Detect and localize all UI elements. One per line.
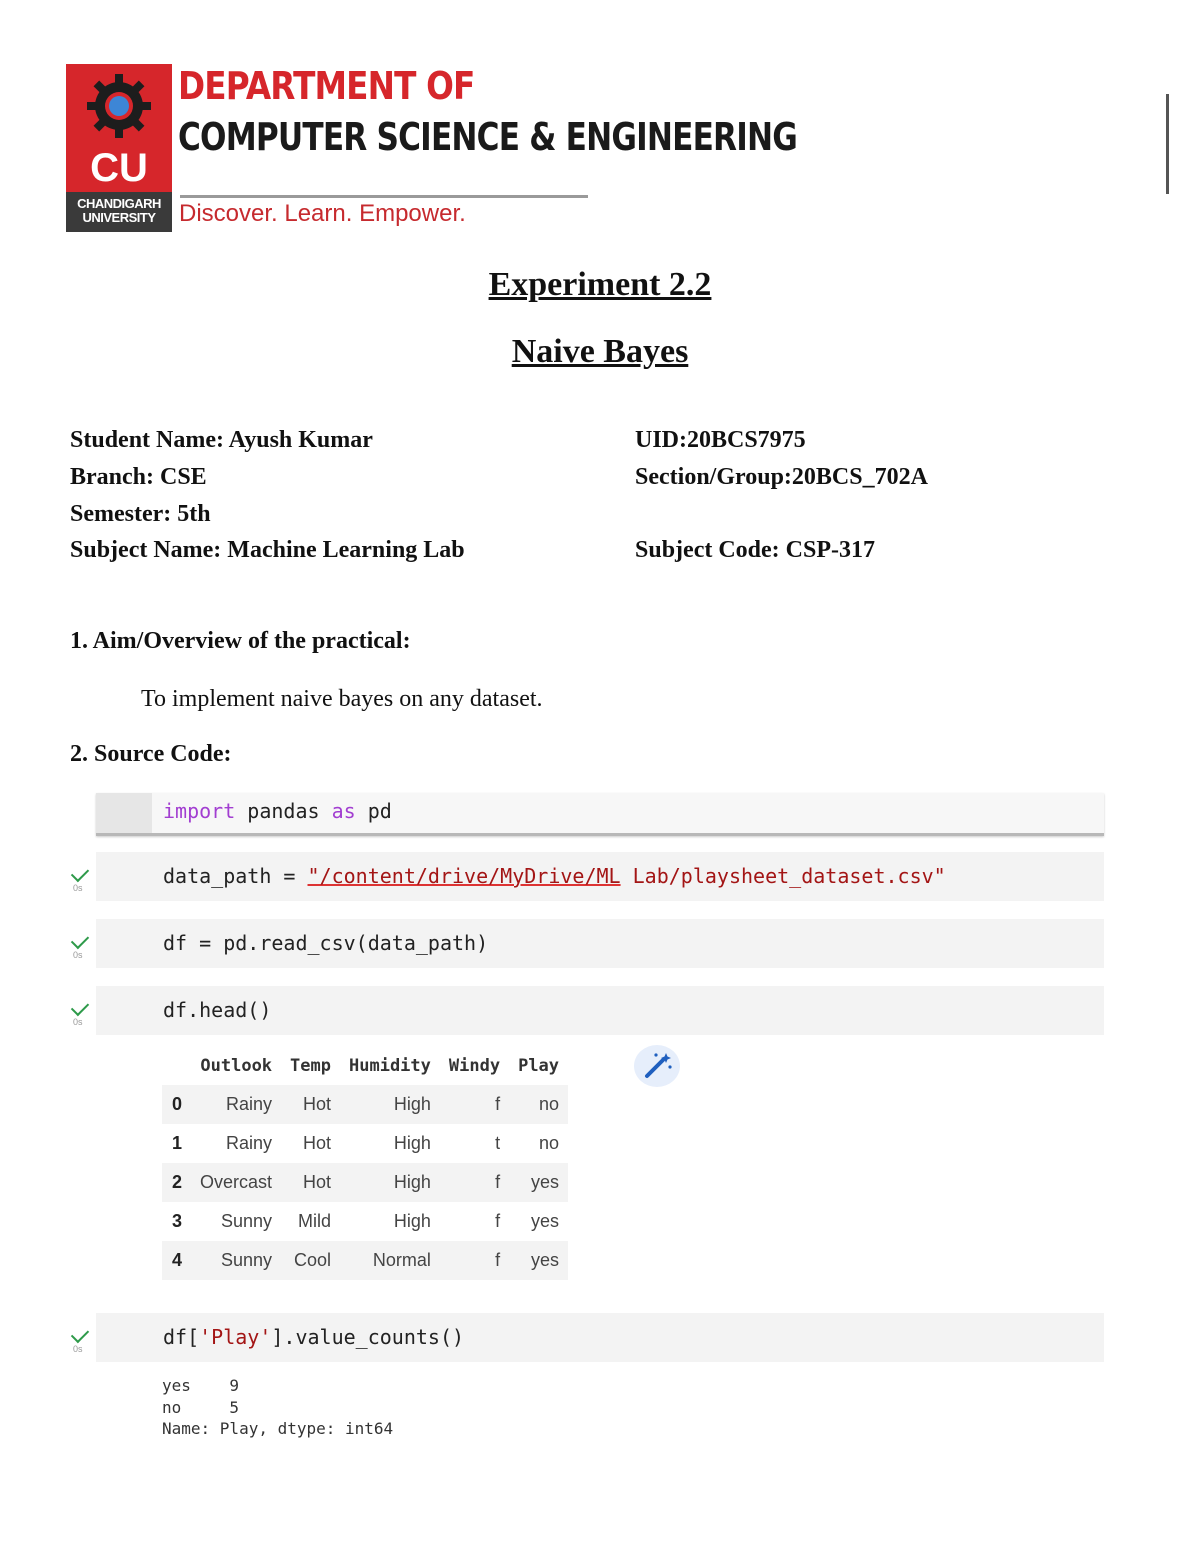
cell-code[interactable]: data_path = "/content/drive/MyDrive/ML Lab/playsheet_dataset.csv" (163, 864, 946, 888)
executed-check-icon (71, 864, 89, 882)
scroll-indicator (1166, 94, 1169, 194)
semester: Semester: 5th (70, 501, 211, 527)
exec-time: 0s (73, 950, 83, 960)
cell-gutter (96, 793, 152, 833)
experiment-subtitle: Naive Bayes (511, 333, 689, 370)
cell-code[interactable]: import pandas as pd (163, 799, 392, 823)
interactive-table-button[interactable] (634, 1045, 680, 1087)
branch: Branch: CSE (70, 464, 207, 490)
magic-wand-icon (634, 1045, 680, 1087)
cell-code[interactable]: df.head() (163, 998, 272, 1022)
department-line-1: DEPARTMENT OF (178, 64, 475, 108)
subject-code: Subject Code: CSP-317 (635, 537, 875, 563)
header-divider (180, 195, 588, 198)
code-cell-read-csv[interactable] (96, 919, 1104, 968)
aim-heading: 1. Aim/Overview of the practical: (70, 628, 411, 654)
value-counts-output: yes 9 no 5 Name: Play, dtype: int64 (162, 1376, 394, 1438)
table-row: 1 Rainy Hot High t no (172, 1133, 560, 1153)
tagline: Discover. Learn. Empower. (179, 200, 466, 227)
table-row: 3 Sunny Mild High f yes (172, 1211, 560, 1231)
logo-university-name: CHANDIGARH UNIVERSITY (66, 192, 172, 232)
code-cell-head[interactable] (96, 986, 1104, 1035)
column-header: Humidity (349, 1056, 431, 1076)
cell-code[interactable]: df = pd.read_csv(data_path) (163, 931, 489, 955)
table-row: 2 Overcast Hot High f yes (162, 1163, 568, 1202)
table-header-row (162, 1047, 568, 1085)
code-cell-data-path[interactable] (96, 852, 1104, 901)
logo-initials: CU (90, 146, 148, 190)
code-cell-value-counts[interactable] (96, 1313, 1104, 1362)
cell-code[interactable]: df['Play'].value_counts() (163, 1325, 465, 1349)
exec-time: 0s (73, 1344, 83, 1354)
section-group: Section/Group:20BCS_702A (635, 464, 928, 490)
student-name: Student Name: Ayush Kumar (70, 427, 373, 453)
exec-time: 0s (73, 1017, 83, 1027)
dataframe-table (162, 1047, 568, 1280)
source-code-heading: 2. Source Code: (70, 741, 232, 767)
column-header: Play (518, 1056, 560, 1076)
executed-check-icon (71, 998, 89, 1016)
table-row: 0 Rainy Hot High f no (162, 1085, 568, 1124)
column-header: Windy (448, 1056, 501, 1076)
exec-time: 0s (73, 883, 83, 893)
column-header: Outlook (200, 1056, 273, 1076)
executed-check-icon (71, 931, 89, 949)
subject-name: Subject Name: Machine Learning Lab (70, 537, 465, 563)
code-cell-import[interactable] (96, 793, 1104, 836)
emblem-icon (83, 70, 155, 142)
experiment-title: Experiment 2.2 (488, 266, 712, 303)
aim-text: To implement naive bayes on any dataset. (141, 686, 543, 712)
table-row: 4 Sunny Cool Normal f yes (162, 1241, 568, 1280)
student-uid: UID:20BCS7975 (635, 427, 806, 453)
column-header (162, 1047, 191, 1085)
department-line-2: COMPUTER SCIENCE & ENGINEERING (178, 115, 798, 159)
executed-check-icon (71, 1325, 89, 1343)
university-logo (66, 64, 172, 232)
column-header: Temp (290, 1056, 331, 1076)
